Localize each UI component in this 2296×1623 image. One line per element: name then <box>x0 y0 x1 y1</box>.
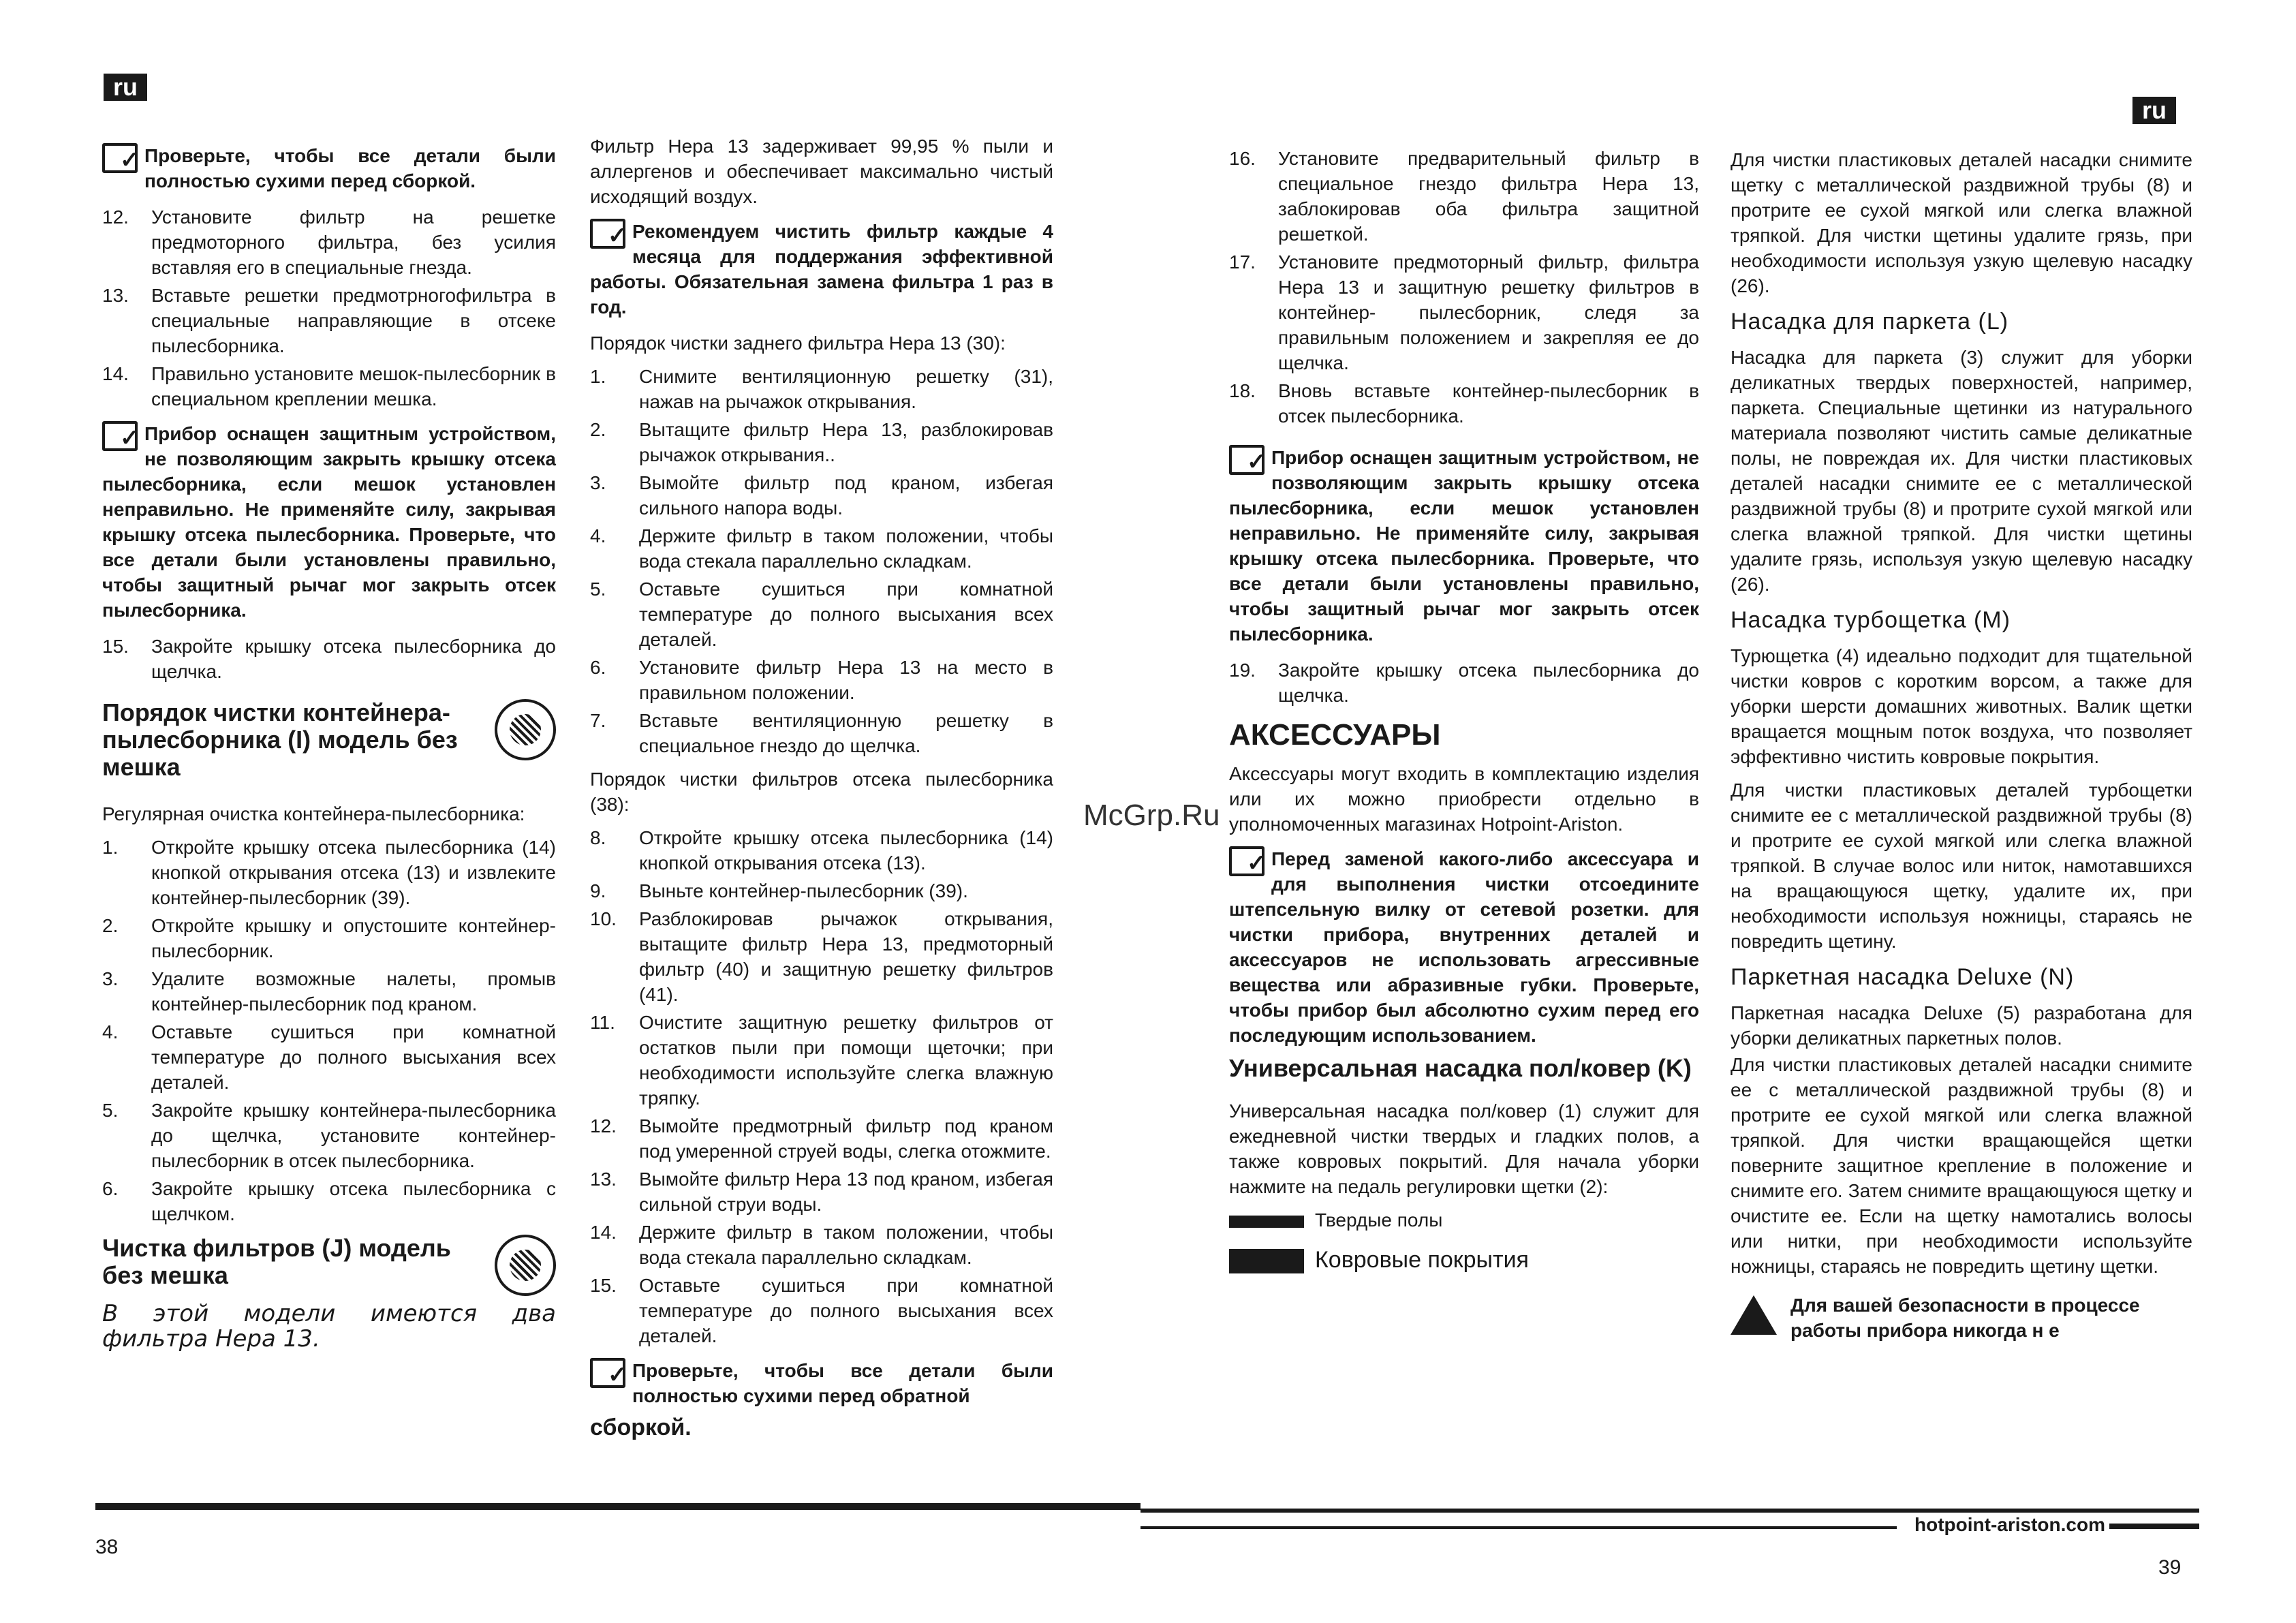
paragraph: Для чистки пластиковых деталей насадки снимите щетку с металлической раздвижной трубы (8) и протрите ее сухой мягкой или слегка влажной тряпкой. Для чистки щетины удалите грязь, при необходимости используя узкую щелевую насадку (26). <box>1731 149 2192 296</box>
list-item: 2. Откройте крышку и опустошите контейнер-пылесборник. <box>102 915 556 961</box>
list-item: 7. Вставьте вентиляционную решетку в специальное гнездо до щелчка. <box>590 710 1053 756</box>
section-heading-accessories: АКСЕССУАРЫ <box>1229 718 1441 752</box>
paragraph: Порядок чистки фильтров отсека пылесборника (38): <box>590 769 1053 815</box>
paragraph: Универсальная насадка пол/ковер (1) служит для ежедневной чистки твердых и гладких полов, а также ковровых покрытий. Для начала уборки нажмите на педаль регулировки щетки (2): <box>1229 1100 1699 1197</box>
paragraph: В этой модели имеются два фильтра Hepa 13. <box>102 1300 556 1352</box>
floor-option-hard: Твердые полы <box>1229 1207 1699 1233</box>
list-item: 3. Вымойте фильтр под краном, избегая сильного напора воды. <box>590 472 1053 519</box>
steps-list-b <box>1229 658 1699 708</box>
paragraph: Насадка для паркета (3) служит для уборки деликатных твердых поверхностей, например, паркета. Специальные щетинки из натурального материала позволяют чистить самые деликатные полы, не повреждая их. Для чистки пластиковых деталей насадки снимите ее с металлической раздвижной трубы (8) и протрите сухой мягкой или слегка влажной тряпкой. Для чистки щетины удалите грязь, используя узкую щелевую насадку (26). <box>1731 347 2192 595</box>
language-badge-left: ru <box>104 74 147 101</box>
paragraph: Паркетная насадка Deluxe (5) разработана для уборки деликатных паркетных полов. <box>1731 1002 2192 1049</box>
note-dry-parts: ✓ Проверьте, чтобы все детали были полностью сухими перед сборкой. <box>102 143 556 194</box>
paragraph: Порядок чистки заднего фильтра Hepa 13 (30): <box>590 333 1006 354</box>
list-item: 13. Вымойте фильтр Hepa 13 под краном, избегая сильной струи воды. <box>590 1169 1053 1215</box>
list-item: 11. Очистите защитную решетку фильтров от остатков пыли при помощи щеточки; при необходимости используйте слегка влажную тряпку. <box>590 1012 1053 1109</box>
page-number-right: 39 <box>2158 1556 2182 1579</box>
list-item: 15. Закройте крышку отсека пылесборника до щелчка. <box>102 636 556 682</box>
paragraph: Для чистки пластиковых деталей насадки снимите ее с металлической раздвижной трубы (8) и протрите ее сухой мягкой или слегка влажной тряпкой. Для чистки вращающейся щетки поверните защитное крепление в положение и снимите его. Затем снимите вращающуюся щетку и очистите ее. Если на щетку намотались волосы или нитки, при необходимости используйте ножницы, стараясь не повредить щетину щетки. <box>1731 1054 2192 1277</box>
note-safety-device: ✓ Прибор оснащен защитным устройством, не позволяющим закрыть крышку отсека пылесборника, если мешок установлен неправильно. Не применяйте силу, закрывая крышку отсека пылесборника. Проверьте, что все детали были установлены правильно, чтобы защитный рычаг мог закрыть отсек пылесборника. <box>102 421 556 623</box>
list-item: 6. Закройте крышку отсека пылесборника с щелчком. <box>102 1178 556 1224</box>
note-dry-parts: ✓ Проверьте, чтобы все детали были полностью сухими перед обратной <box>590 1358 1053 1408</box>
column-2 <box>590 134 1053 1449</box>
list-item: 10. Разблокировав рычажок открывания, вытащите фильтр Hepa 13, предмоторный фильтр (40) и защитную решетку фильтров (41). <box>590 908 1053 1005</box>
section-heading-container: Порядок чистки контейнера- пылесборника (I) модель без мешка <box>102 698 458 781</box>
checkmark-icon <box>590 1358 625 1388</box>
steps-list-a <box>1229 146 1699 429</box>
footer-rule-right-thin <box>1141 1526 1897 1529</box>
steps-list-a <box>590 364 1053 758</box>
list-item: 5. Закройте крышку контейнера-пылесборника до щелчка, установите контейнер-пылесборник в отсек пылесборника. <box>102 1100 556 1171</box>
list-item: 12. Установите фильтр на решетке предмоторного фильтра, без усилия вставляя его в специальные гнезда. <box>102 206 556 278</box>
list-item: 1. Откройте крышку отсека пылесборника (14) кнопкой открывания отсека (13) и извлеките контейнер-пылесборник (39). <box>102 837 556 908</box>
paragraph: сборкой. <box>590 1415 692 1440</box>
checkmark-icon <box>102 143 138 173</box>
paragraph: Для чистки пластиковых деталей турбощетки снимите ее с металлической раздвижной трубы (8) и протрите ее сухой мягкой или слегка влажной тряпкой. В случае волос или ниток, намотавшихся на вращающуюся щетку, удалите их, при необходимости используя ножницы, стараясь не повредить щетину. <box>1731 779 2192 952</box>
list-item: 13. Вставьте решетки предмотрногофильтра в специальные направляющие в отсеке пылесборника. <box>102 285 556 356</box>
list-item: 3. Удалите возможные налеты, промыв контейнер-пылесборник под краном. <box>102 968 556 1015</box>
column-4 <box>1731 147 2192 1343</box>
note-safety-device: ✓ Прибор оснащен защитным устройством, не позволяющим закрыть крышку отсека пылесборника, если мешок установлен неправильно. Не применяйте силу, закрывая крышку отсека пылесборника. Проверьте, что все детали были установлены правильно, чтобы защитный рычаг мог закрыть отсек пылесборника. <box>1229 445 1699 647</box>
carpet-icon <box>1229 1249 1304 1273</box>
checkmark-icon <box>102 421 138 451</box>
hard-floor-icon <box>1229 1216 1304 1228</box>
steps-list-b <box>590 825 1053 1348</box>
column-1 <box>102 134 556 1360</box>
list-item: 1. Снимите вентиляционную решетку (31), нажав на рычажок открывания. <box>590 366 1053 412</box>
list-item: 14. Правильно установите мешок-пылесборник в специальном креплении мешка. <box>102 363 556 409</box>
column-3 <box>1229 142 1699 1273</box>
container-icon <box>495 699 556 760</box>
footer-rule-right <box>1141 1509 2199 1513</box>
section-heading-parquet-deluxe: Паркетная насадка Deluxe (N) <box>1731 964 2075 990</box>
checkmark-icon <box>590 219 625 249</box>
list-item: 15. Оставьте сушиться при комнатной температуре до полного высыхания всех деталей. <box>590 1275 1053 1346</box>
list-item: 14. Держите фильтр в таком положении, чтобы вода стекала параллельно складкам. <box>590 1222 1053 1268</box>
steps-list-a <box>102 204 556 412</box>
list-item: 2. Вытащите фильтр Hepa 13, разблокировав рычажок открывания.. <box>590 419 1053 465</box>
watermark: McGrp.Ru <box>1083 799 1220 832</box>
list-item: 6. Установите фильтр Hepa 13 на место в правильном положении. <box>590 657 1053 703</box>
filter-icon <box>495 1235 556 1296</box>
paragraph: Турющетка (4) идеально подходит для тщательной чистки ковров с коротким ворсом, а также для уборки шерсти домашних животных. Валик щетки вращается мощным поток воздуха, что позволяет эффективно чистить ковровые покрытия. <box>1731 645 2192 767</box>
checkmark-icon <box>1229 846 1265 876</box>
list-item: 19. Закройте крышку отсека пылесборника до щелчка. <box>1229 660 1699 706</box>
paragraph: Аксессуары могут входить в комплектацию изделия или их можно приобрести отдельно в уполномоченных магазинах Hotpoint-Ariston. <box>1229 763 1699 835</box>
warning-icon <box>1731 1295 1777 1335</box>
list-item: 8. Откройте крышку отсека пылесборника (14) кнопкой открывания отсека (13). <box>590 827 1053 874</box>
steps-list-b <box>102 634 556 684</box>
section-heading-filters: Чистка фильтров (J) модель без мешка <box>102 1234 451 1289</box>
checkmark-icon <box>1229 445 1265 475</box>
footer-website: hotpoint-ariston.com <box>1914 1514 2105 1535</box>
language-badge-right: ru <box>2132 97 2176 124</box>
list-item: 9. Выньте контейнер-пылесборник (39). <box>590 880 968 901</box>
section-heading-turbo-brush: Насадка турбощетка (M) <box>1731 607 2011 633</box>
list-item: 17. Установите предмоторный фильтр, фильтра Hepa 13 и защитную решетку фильтров в контейнер- пылесборник, следя за правильным положением и закрепляя ее до щелчка. <box>1229 251 1699 373</box>
section-heading-parquet: Насадка для паркета (L) <box>1731 309 2009 335</box>
note-filter-recommendation: ✓ Рекомендуем чистить фильтр каждые 4 месяца для поддержания эффективной работы. Обязательная замена фильтра 1 раз в год. <box>590 219 1053 320</box>
section-heading-universal-nozzle: Универсальная насадка пол/ковер (K) <box>1229 1054 1692 1082</box>
list-item: 12. Вымойте предмотрный фильтр под краном под умеренной струей воды, слегка отожмите. <box>590 1115 1053 1162</box>
page-number-left: 38 <box>95 1536 119 1558</box>
list-item: 16. Установите предварительный фильтр в специальное гнездо фильтра Hepa 13, заблокировав оба фильтра защитной решеткой. <box>1229 148 1699 245</box>
floor-option-carpet: Ковровые покрытия <box>1229 1248 1699 1273</box>
paragraph: Регулярная очистка контейнера-пылесборника: <box>102 803 525 824</box>
list-item: 4. Оставьте сушиться при комнатной температуре до полного высыхания всех деталей. <box>102 1021 556 1093</box>
safety-warning: Для вашей безопасности в процессе работы прибора никогда н е <box>1731 1293 2192 1343</box>
steps-list-c <box>102 835 556 1226</box>
footer-rule-end <box>2109 1524 2199 1529</box>
footer-rule-left <box>95 1503 1141 1510</box>
paragraph: Фильтр Hepa 13 задерживает 99,95 % пыли и аллергенов и обеспечивает максимально чистый исходящий воздух. <box>590 136 1053 207</box>
list-item: 4. Держите фильтр в таком положении, чтобы вода стекала параллельно складкам. <box>590 525 1053 572</box>
note-unplug: ✓ Перед заменой какого-либо аксессуара и для выполнения чистки отсоедините штепсельную вилку от сетевой розетки. для чистки прибора, внутренних деталей и аксессуаров не использовать агрессивные вещества или абразивные губки. Проверьте, чтобы прибор был абсолютно сухим перед его последующим использованием. <box>1229 846 1699 1048</box>
list-item: 18. Вновь вставьте контейнер-пылесборник в отсек пылесборника. <box>1229 380 1699 427</box>
list-item: 5. Оставьте сушиться при комнатной температуре до полного высыхания всех деталей. <box>590 578 1053 650</box>
